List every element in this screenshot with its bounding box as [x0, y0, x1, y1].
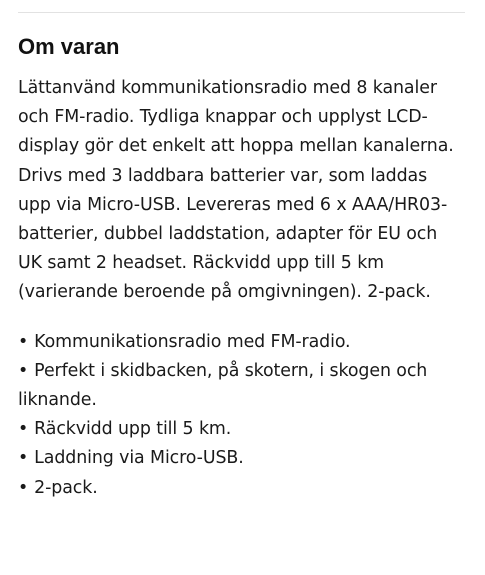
- bullet-icon: •: [18, 331, 29, 352]
- feature-item: [18, 415, 463, 444]
- product-info-section: [18, 34, 468, 503]
- bullet-icon: •: [18, 477, 29, 498]
- section-title: Om varan: [18, 34, 120, 59]
- top-divider: [18, 12, 465, 13]
- feature-item: [18, 328, 463, 357]
- feature-item: [18, 474, 463, 503]
- bullet-icon: •: [18, 448, 29, 469]
- feature-text: Perfekt i skidbacken, på skotern, i skogen och liknande.: [18, 360, 428, 411]
- product-description: Lättanvänd kommunikationsradio med 8 kanaler och FM-radio. Tydliga knappar och upplyst LCD-display gör det enkelt att hoppa mellan kanalerna. Drivs med 3 laddbara batterier var, som laddas upp via Micro-USB. Levereras med 6 x AAA/HR03-batterier, dubbel laddstation, adapter för EU och UK samt 2 headset. Räckvidd upp till 5 km (varierande beroende på omgivningen). 2-pack.: [18, 78, 454, 303]
- feature-list: [18, 328, 463, 503]
- bullet-icon: •: [18, 419, 29, 440]
- feature-text: Kommunikationsradio med FM-radio.: [34, 331, 351, 352]
- bullet-icon: •: [18, 360, 29, 381]
- feature-text: Laddning via Micro-USB.: [34, 448, 244, 469]
- feature-text: Räckvidd upp till 5 km.: [34, 419, 232, 440]
- feature-text: 2-pack.: [34, 477, 98, 498]
- feature-item: [18, 357, 463, 415]
- feature-item: [18, 444, 463, 473]
